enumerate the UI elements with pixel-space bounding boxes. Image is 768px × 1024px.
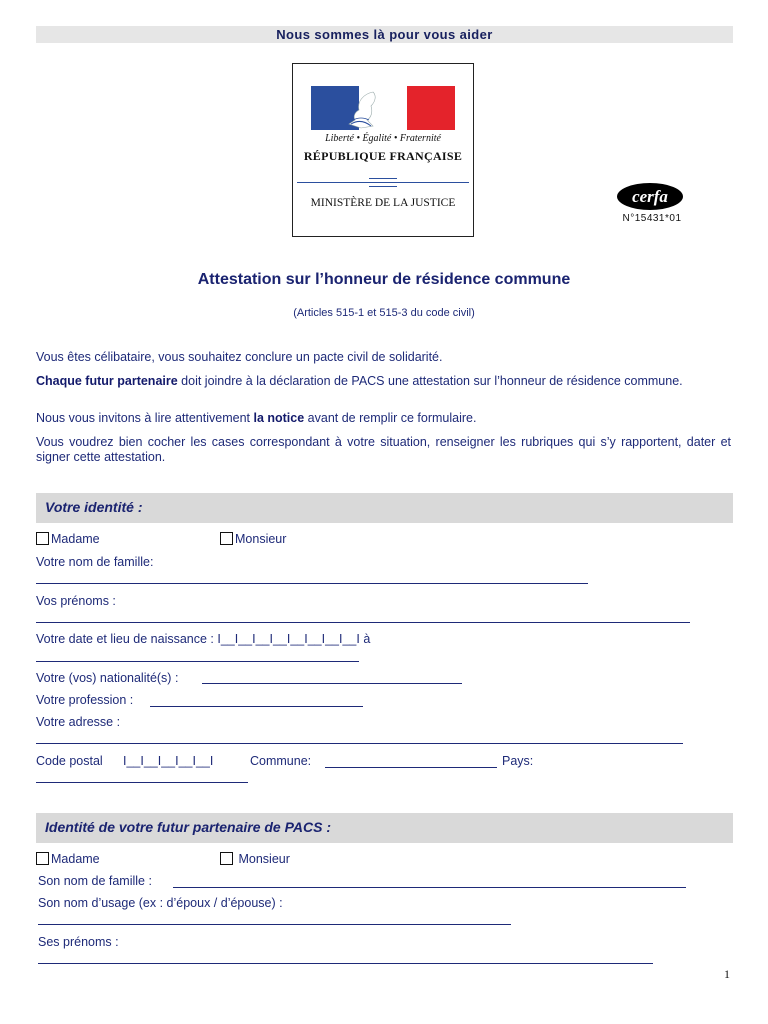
- madame-option[interactable]: Madame: [36, 532, 100, 546]
- ministry-logo: [292, 63, 474, 237]
- pays-field[interactable]: [36, 782, 248, 783]
- page-subtitle: (Articles 515-1 et 515-3 du code civil): [293, 307, 475, 319]
- marianne-icon: [343, 90, 389, 130]
- header-banner-text: Nous sommes là pour vous aider: [276, 27, 493, 42]
- label-adresse: Votre adresse :: [36, 715, 121, 729]
- nationalite-field[interactable]: [202, 683, 462, 684]
- adresse-field[interactable]: [36, 743, 683, 744]
- intro-paragraph-1: Vous êtes célibataire, vous souhaitez conclure un pacte civil de solidarité.: [36, 350, 443, 364]
- label-profession: Votre profession :: [36, 693, 134, 707]
- commune-field[interactable]: [325, 767, 497, 768]
- intro-paragraph-3: Nous vous invitons à lire attentivement la notice avant de remplir ce formulaire.: [36, 411, 477, 425]
- republic-motto: Liberté • Égalité • Fraternité: [325, 133, 441, 144]
- header-banner: [36, 26, 733, 43]
- cerfa-logo: cerfa: [617, 183, 683, 210]
- partner-usage-field[interactable]: [38, 924, 511, 925]
- code-postal-field[interactable]: I__I__I__I__I__I: [123, 754, 214, 768]
- partner-nom-field[interactable]: [173, 887, 686, 888]
- monsieur-checkbox[interactable]: [220, 532, 233, 545]
- page-title: Attestation sur l’honneur de résidence commune: [197, 271, 571, 288]
- republic-name: RÉPUBLIQUE FRANÇAISE: [303, 149, 463, 163]
- tricolor-flag: [311, 86, 455, 130]
- prenoms-field[interactable]: [36, 622, 690, 623]
- ministry-name: MINISTÈRE DE LA JUSTICE: [310, 197, 456, 209]
- profession-field[interactable]: [150, 706, 363, 707]
- page-number: 1: [724, 967, 730, 981]
- nom-field[interactable]: [36, 583, 588, 584]
- label-pays: Pays:: [502, 754, 534, 768]
- label-partner-nom: Son nom de famille :: [38, 874, 152, 888]
- monsieur-option[interactable]: Monsieur: [220, 532, 286, 546]
- label-nationalite: Votre (vos) nationalité(s) :: [36, 671, 179, 685]
- section-heading: Votre identité :: [45, 499, 143, 515]
- section-partenaire: [36, 813, 733, 843]
- intro-paragraph-4: Vous voudrez bien cocher les cases correspondant à votre situation, renseigner les rubriques qui s’y rapportent, dater et signer cette attestation.: [36, 435, 731, 464]
- partner-prenoms-field[interactable]: [38, 963, 653, 964]
- intro-paragraph-2: Chaque futur partenaire doit joindre à la déclaration de PACS une attestation sur l’honneur de résidence commune.: [36, 374, 683, 388]
- partner-madame-checkbox[interactable]: [36, 852, 49, 865]
- partner-monsieur-option[interactable]: Monsieur: [220, 852, 290, 866]
- birth-date-field[interactable]: Votre date et lieu de naissance : I__I__I__I__I__I__I__I__I: [36, 632, 360, 646]
- label-code-postal: Code postal: [36, 754, 103, 768]
- madame-checkbox[interactable]: [36, 532, 49, 545]
- partner-monsieur-checkbox[interactable]: [220, 852, 233, 865]
- birth-place-field[interactable]: [36, 661, 359, 662]
- label-partner-prenoms: Ses prénoms :: [38, 935, 119, 949]
- partner-madame-option[interactable]: Madame: [36, 852, 100, 866]
- label-partner-usage: Son nom d’usage (ex : d’époux / d’épouse) :: [38, 896, 283, 910]
- label-naissance: Votre date et lieu de naissance : I__I__I__I__I__I__I__I__I à: [36, 632, 371, 646]
- label-commune: Commune:: [250, 754, 312, 768]
- section-heading: Identité de votre futur partenaire de PACS :: [45, 819, 332, 835]
- label-nom: Votre nom de famille:: [36, 555, 154, 569]
- label-prenoms: Vos prénoms :: [36, 594, 116, 608]
- cerfa-number: N°15431*01: [622, 213, 682, 224]
- section-votre-identite: [36, 493, 733, 523]
